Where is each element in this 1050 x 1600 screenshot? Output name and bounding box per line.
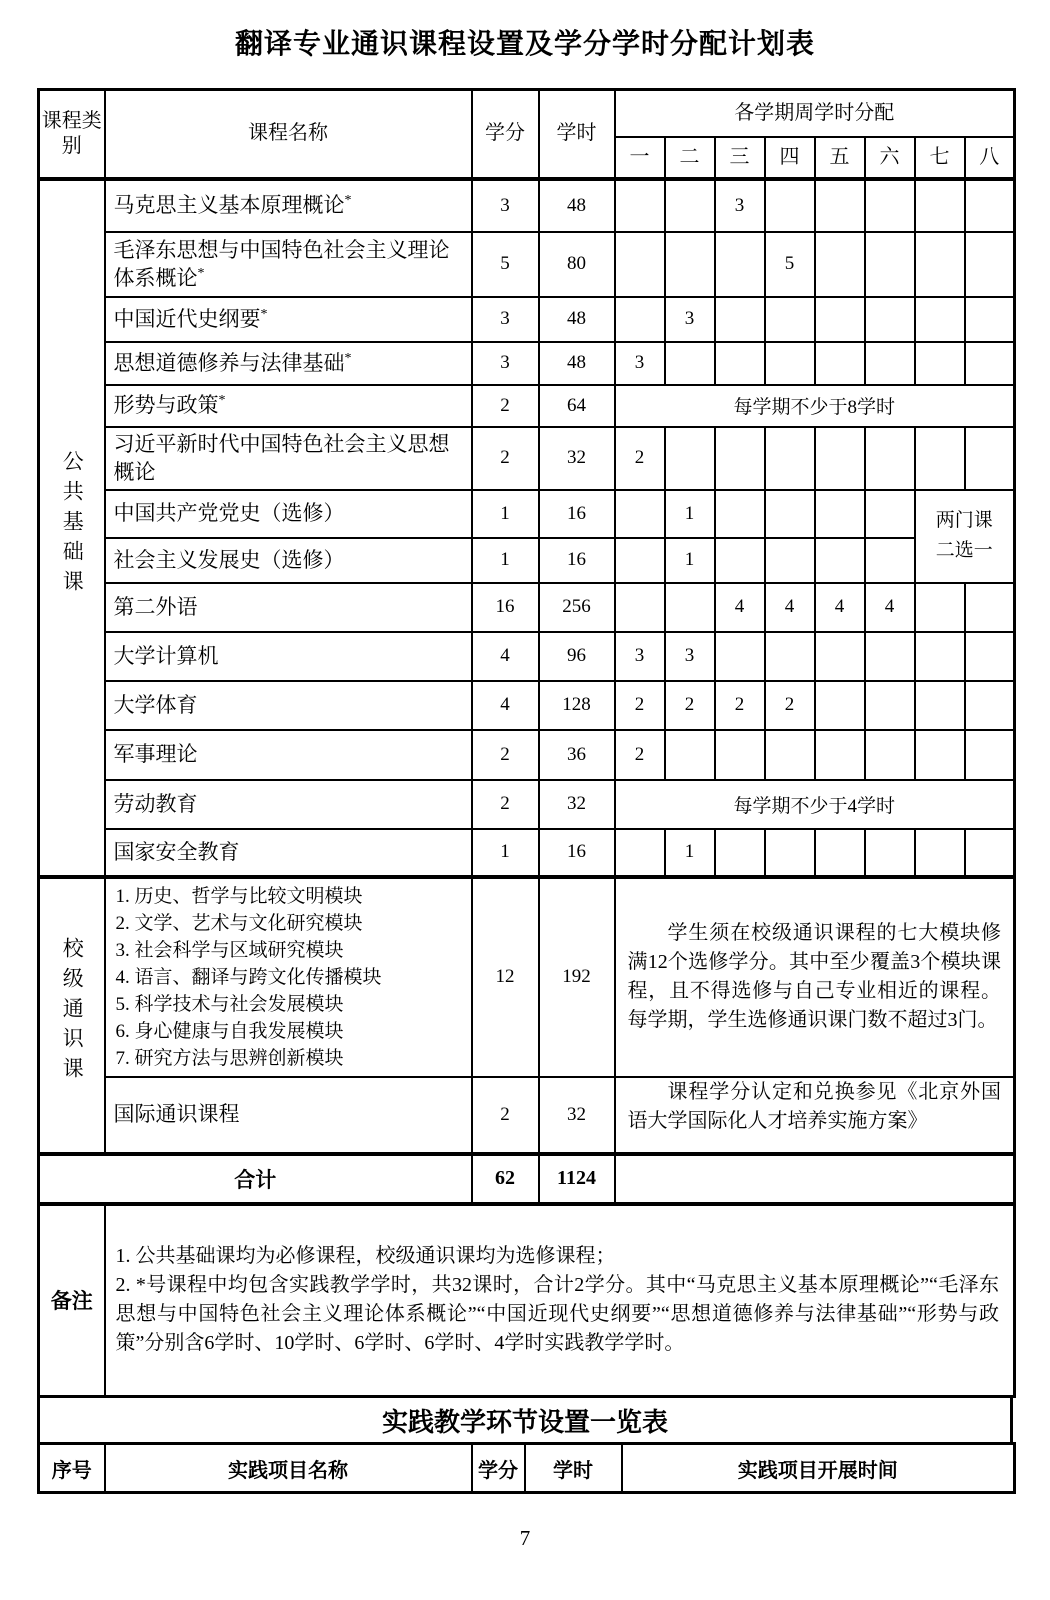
- col-header-sem-6: 六: [865, 137, 915, 179]
- semester-cell: [765, 297, 815, 342]
- module-item: 1. 历史、哲学与比较文明模块: [115, 885, 363, 907]
- semester-cell: [915, 681, 965, 730]
- module-item: 3. 社会科学与区域研究模块: [115, 939, 344, 961]
- course-credits: 2: [472, 780, 539, 829]
- course-name: [105, 681, 472, 730]
- semester-cell: [865, 427, 915, 490]
- star-mark: *: [344, 350, 352, 366]
- semester-cell: [865, 829, 915, 877]
- semester-cell: 2: [615, 681, 665, 730]
- course-name-text: 大学计算机: [113, 643, 219, 668]
- semester-cell: [915, 730, 965, 780]
- page-number: 7: [519, 1526, 531, 1550]
- course-credits: 3: [472, 179, 539, 232]
- col-header-credits: 学分: [472, 90, 539, 179]
- semester-cell: [815, 297, 865, 342]
- course-name-text: 中国共产党党史（选修）: [113, 501, 345, 526]
- elective-choice-note: 两门课二选一: [915, 490, 1015, 583]
- semester-cell: 4: [765, 583, 815, 632]
- star-mark: *: [260, 306, 268, 322]
- table-row: [39, 780, 1015, 829]
- semester-cell: [815, 490, 865, 538]
- semester-cell: [815, 829, 865, 877]
- semester-cell: [865, 179, 915, 232]
- semester-cell: [915, 297, 965, 342]
- course-hours: 48: [539, 297, 615, 342]
- semester-cell: [765, 538, 815, 583]
- semester-cell: [715, 490, 765, 538]
- course-name: [105, 342, 472, 385]
- course-credits: 1: [472, 829, 539, 877]
- semester-cell: [615, 829, 665, 877]
- col-header-hours: 学时: [539, 90, 615, 179]
- course-name-text: 第二外语: [113, 594, 198, 619]
- practice-col-no: 序号: [39, 1444, 105, 1493]
- semester-cell: [865, 342, 915, 385]
- general-rule-note: [615, 877, 1015, 1077]
- semester-cell: [615, 538, 665, 583]
- intl-credit-note: [615, 1077, 1015, 1154]
- semester-cell: [715, 342, 765, 385]
- intl-credit-note-text: 课程学分认定和兑换参见《北京外国语大学国际化人才培养实施方案》: [627, 1080, 1001, 1132]
- semester-cell: 2: [615, 427, 665, 490]
- table-row: [39, 538, 1015, 583]
- course-name: [105, 385, 472, 427]
- practice-header-row: [39, 1444, 1015, 1493]
- semester-note: 每学期不少于4学时: [615, 780, 1015, 829]
- course-name-text: 国家安全教育: [113, 839, 240, 864]
- semester-cell: [765, 632, 815, 681]
- course-name-text: 思想道德修养与法律基础: [113, 350, 345, 375]
- course-name-text: 马克思主义基本原理概论: [113, 193, 345, 218]
- semester-cell: [865, 538, 915, 583]
- semester-cell: 1: [665, 538, 715, 583]
- table-row: [39, 829, 1015, 877]
- semester-cell: [615, 297, 665, 342]
- semester-cell: [915, 232, 965, 297]
- module-item: 7. 研究方法与思辨创新模块: [115, 1047, 344, 1069]
- semester-cell: [865, 232, 915, 297]
- col-header-sem-8: 八: [965, 137, 1015, 179]
- course-name-text: 军事理论: [113, 742, 198, 767]
- course-name: [105, 829, 472, 877]
- col-header-category: 课程类别: [39, 90, 105, 179]
- table-row: [39, 232, 1015, 297]
- semester-cell: [915, 829, 965, 877]
- semester-cell: [915, 342, 965, 385]
- course-credits: 2: [472, 427, 539, 490]
- course-credits: 16: [472, 583, 539, 632]
- remarks-label: 备注: [39, 1204, 105, 1397]
- semester-cell: [815, 342, 865, 385]
- semester-cell: [915, 179, 965, 232]
- semester-cell: [815, 538, 865, 583]
- col-header-sem-3: 三: [715, 137, 765, 179]
- semester-cell: [965, 632, 1015, 681]
- semester-cell: [765, 342, 815, 385]
- course-name-text: 国际通识课程: [113, 1102, 240, 1127]
- course-name-text: 毛泽东思想与中国特色社会主义理论体系概论: [113, 237, 450, 290]
- course-credits: 2: [472, 730, 539, 780]
- course-credits: 3: [472, 342, 539, 385]
- semester-cell: [715, 297, 765, 342]
- table-row: [39, 730, 1015, 780]
- course-name: [105, 780, 472, 829]
- general-modules-list: [105, 877, 472, 1077]
- table-row: [39, 583, 1015, 632]
- course-name: [105, 297, 472, 342]
- semester-cell: [665, 342, 715, 385]
- semester-cell: [765, 490, 815, 538]
- semester-cell: [865, 490, 915, 538]
- course-credits: 4: [472, 681, 539, 730]
- col-header-sem-7: 七: [915, 137, 965, 179]
- col-header-semester-group: 各学期周学时分配: [615, 90, 1015, 137]
- practice-col-credits: 学分: [472, 1444, 525, 1493]
- col-header-sem-4: 四: [765, 137, 815, 179]
- semester-cell: 2: [765, 681, 815, 730]
- course-name: [105, 730, 472, 780]
- course-credits: 1: [472, 490, 539, 538]
- page-title: 翻译专业通识课程设置及学分学时分配计划表: [234, 28, 815, 59]
- semester-cell: [965, 179, 1015, 232]
- semester-cell: 3: [665, 297, 715, 342]
- col-header-sem-1: 一: [615, 137, 665, 179]
- course-hours: 32: [539, 1077, 615, 1154]
- semester-cell: 1: [665, 490, 715, 538]
- semester-cell: [665, 583, 715, 632]
- semester-cell: [965, 342, 1015, 385]
- semester-cell: 1: [665, 829, 715, 877]
- col-header-sem-5: 五: [815, 137, 865, 179]
- semester-cell: [765, 829, 815, 877]
- practice-col-time: 实践项目开展时间: [622, 1444, 1015, 1493]
- course-name: [105, 1077, 472, 1154]
- course-name-text: 中国近代史纲要: [113, 306, 261, 331]
- general-rule-note-text: 学生须在校级通识课程的七大模块修满12个选修学分。其中至少覆盖3个模块课程，且不得选修与自己专业相近的课程。每学期，学生选修通识课门数不超过3门。: [627, 922, 1001, 1031]
- table-row: [39, 490, 1015, 538]
- table-row: [39, 342, 1015, 385]
- semester-cell: [815, 632, 865, 681]
- semester-note: 每学期不少于8学时: [615, 385, 1015, 427]
- semester-cell: [915, 632, 965, 681]
- total-row: [39, 1154, 1015, 1204]
- course-name: [105, 583, 472, 632]
- module-item: 4. 语言、翻译与跨文化传播模块: [115, 966, 382, 988]
- semester-cell: [965, 583, 1015, 632]
- course-name: [105, 632, 472, 681]
- semester-cell: 2: [615, 730, 665, 780]
- semester-cell: [615, 179, 665, 232]
- course-hours: 80: [539, 232, 615, 297]
- col-header-sem-2: 二: [665, 137, 715, 179]
- section-university-general-label: 校级通识课: [60, 937, 85, 1087]
- course-hours: 48: [539, 179, 615, 232]
- total-hours: 1124: [539, 1154, 615, 1204]
- total-credits: 62: [472, 1154, 539, 1204]
- semester-cell: 5: [765, 232, 815, 297]
- semester-cell: [865, 730, 915, 780]
- course-hours: 192: [539, 877, 615, 1077]
- course-hours: 96: [539, 632, 615, 681]
- section-public-basic-label: 公共基础课: [60, 449, 85, 600]
- semester-cell: [715, 829, 765, 877]
- practice-title-row: [39, 1397, 1012, 1444]
- semester-cell: 2: [665, 681, 715, 730]
- course-name: [105, 490, 472, 538]
- semester-cell: [715, 427, 765, 490]
- course-credits: 1: [472, 538, 539, 583]
- course-name-text: 形势与政策: [113, 393, 219, 418]
- semester-cell: 2: [715, 681, 765, 730]
- remarks-line: 2. *号课程中均包含实践教学学时，共32课时，合计2学分。其中“马克思主义基本原理概论”“毛泽东思想与中国特色社会主义理论体系概论”“中国近现代史纲要”“思想道德修养与法律基础”“形势与政策”分别含6学时、10学时、6学时、6学时、4学时实践教学学时。: [115, 1274, 999, 1355]
- semester-cell: 3: [615, 342, 665, 385]
- semester-cell: [965, 297, 1015, 342]
- table-row: [39, 179, 1015, 232]
- module-item: 6. 身心健康与自我发展模块: [115, 1020, 344, 1042]
- table-row: [39, 632, 1015, 681]
- course-hours: 32: [539, 780, 615, 829]
- module-item: 2. 文学、艺术与文化研究模块: [115, 912, 363, 934]
- course-plan-table: [37, 88, 1016, 1398]
- table-row: [39, 427, 1015, 490]
- semester-cell: [965, 730, 1015, 780]
- semester-cell: [665, 232, 715, 297]
- semester-cell: [765, 730, 815, 780]
- course-hours: 48: [539, 342, 615, 385]
- semester-cell: [715, 232, 765, 297]
- semester-cell: [715, 632, 765, 681]
- course-credits: 2: [472, 385, 539, 427]
- table-row: [39, 297, 1015, 342]
- semester-cell: [815, 232, 865, 297]
- semester-cell: 3: [615, 632, 665, 681]
- remarks-row: [39, 1204, 1015, 1397]
- semester-cell: [815, 427, 865, 490]
- semester-cell: 4: [865, 583, 915, 632]
- col-header-course-name: 课程名称: [105, 90, 472, 179]
- course-credits: 5: [472, 232, 539, 297]
- semester-cell: 4: [715, 583, 765, 632]
- star-mark: *: [197, 266, 205, 281]
- semester-cell: [765, 179, 815, 232]
- semester-cell: [615, 490, 665, 538]
- semester-cell: [965, 681, 1015, 730]
- course-hours: 16: [539, 829, 615, 877]
- course-name: [105, 179, 472, 232]
- semester-cell: [765, 427, 815, 490]
- remarks-body: [105, 1204, 1015, 1397]
- practice-col-name: 实践项目名称: [105, 1444, 472, 1493]
- section-public-basic: [39, 179, 105, 877]
- semester-cell: [915, 583, 965, 632]
- course-hours: 256: [539, 583, 615, 632]
- semester-cell: [965, 829, 1015, 877]
- table-row: [39, 877, 1015, 1077]
- module-item: 5. 科学技术与社会发展模块: [115, 993, 344, 1015]
- semester-cell: [815, 730, 865, 780]
- course-credits: 3: [472, 297, 539, 342]
- star-mark: *: [218, 393, 226, 409]
- course-name: [105, 538, 472, 583]
- course-name-text: 劳动教育: [113, 791, 198, 816]
- course-name-text: 习近平新时代中国特色社会主义思想概论: [113, 431, 450, 484]
- semester-cell: [615, 583, 665, 632]
- table-row: [39, 385, 1015, 427]
- course-name: [105, 427, 472, 490]
- course-hours: 32: [539, 427, 615, 490]
- semester-cell: [815, 681, 865, 730]
- semester-cell: [715, 538, 765, 583]
- course-credits: 12: [472, 877, 539, 1077]
- practice-title-table: [37, 1395, 1013, 1445]
- semester-cell: [965, 427, 1015, 490]
- semester-cell: [665, 730, 715, 780]
- semester-cell: [815, 179, 865, 232]
- course-hours: 64: [539, 385, 615, 427]
- semester-cell: [865, 297, 915, 342]
- star-mark: *: [344, 193, 352, 209]
- semester-cell: [715, 730, 765, 780]
- semester-cell: [665, 427, 715, 490]
- semester-cell: [965, 232, 1015, 297]
- course-credits: 4: [472, 632, 539, 681]
- practice-header-table: [37, 1442, 1016, 1494]
- header-row-1: [39, 90, 1015, 137]
- course-hours: 16: [539, 538, 615, 583]
- remarks-line: 1. 公共基础课均为必修课程，校级通识课均为选修课程；: [115, 1245, 616, 1268]
- semester-cell: 4: [815, 583, 865, 632]
- total-empty-cell: [615, 1154, 1015, 1204]
- semester-cell: [615, 232, 665, 297]
- practice-section-title: 实践教学环节设置一览表: [39, 1397, 1012, 1444]
- course-name-text: 大学体育: [113, 692, 198, 717]
- course-hours: 16: [539, 490, 615, 538]
- table-row: [39, 681, 1015, 730]
- course-hours: 36: [539, 730, 615, 780]
- section-university-general: [39, 877, 105, 1154]
- course-hours: 128: [539, 681, 615, 730]
- semester-cell: [915, 427, 965, 490]
- course-name: [105, 232, 472, 297]
- semester-cell: [865, 681, 915, 730]
- practice-col-hours: 学时: [525, 1444, 622, 1493]
- semester-cell: 3: [665, 632, 715, 681]
- semester-cell: [665, 179, 715, 232]
- course-plan-table-wrap: [37, 88, 1013, 1494]
- course-name-text: 社会主义发展史（选修）: [113, 547, 345, 572]
- total-label: 合计: [39, 1154, 472, 1204]
- table-row: [39, 1077, 1015, 1154]
- semester-cell: 3: [715, 179, 765, 232]
- semester-cell: [865, 632, 915, 681]
- course-credits: 2: [472, 1077, 539, 1154]
